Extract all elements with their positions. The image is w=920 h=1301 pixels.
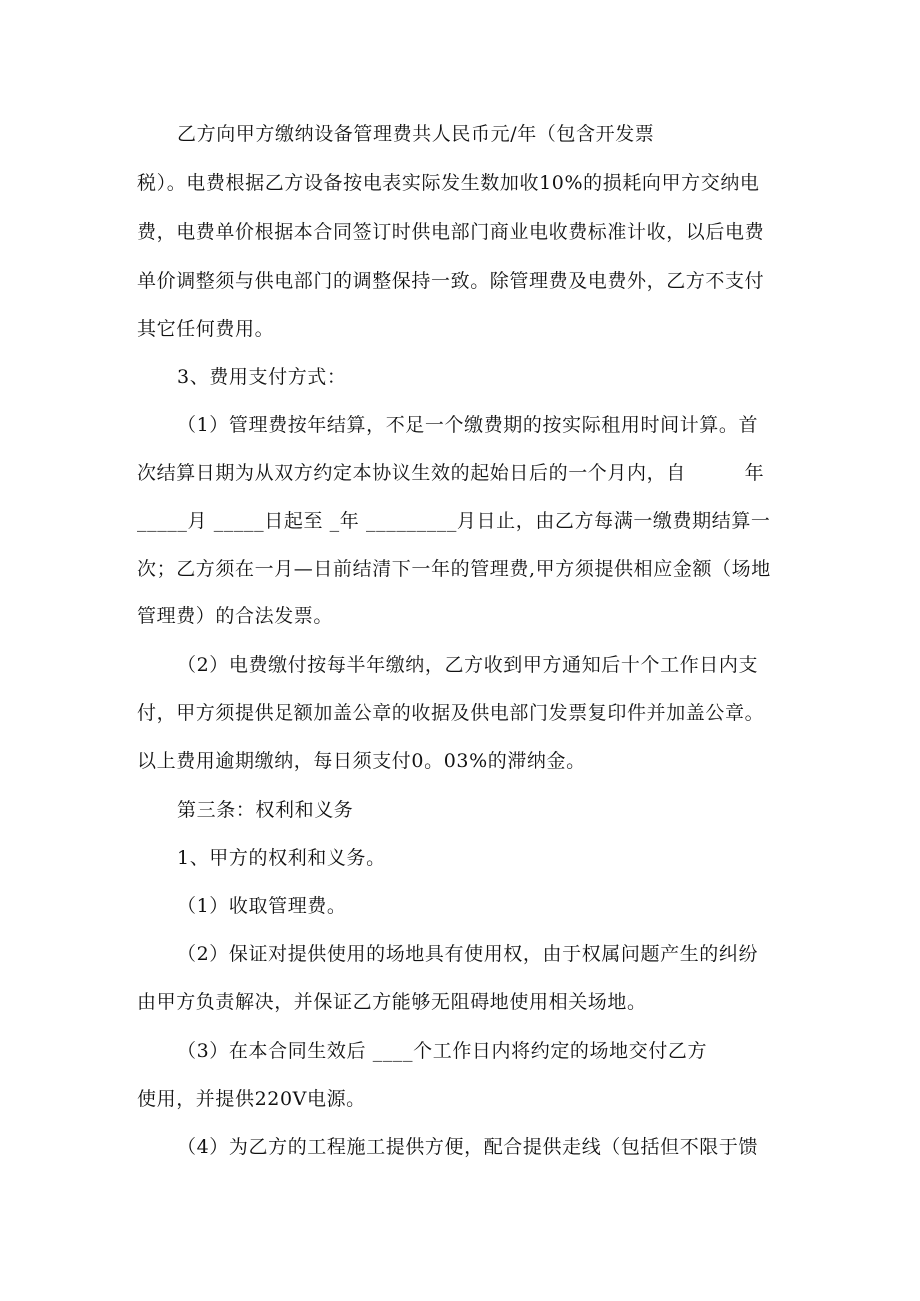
paragraph-line: _____月 _____日起至 _年 _________月日止，由乙方每满一缴费期结算一: [137, 510, 771, 532]
paragraph-line: 税）。电费根据乙方设备按电表实际发生数加收10%的损耗向甲方交纳电: [137, 172, 760, 194]
paragraph-line: 管理费）的合法发票。: [137, 605, 334, 627]
paragraph-line: 使用，并提供220V电源。: [137, 1088, 366, 1110]
paragraph-line: （4）为乙方的工程施工提供方便，配合提供走线（包括但不限于馈: [177, 1136, 759, 1158]
paragraph-line: 乙方向甲方缴纳设备管理费共人民币元/年（包含开发票: [177, 123, 655, 145]
paragraph-line: （1）收取管理费。: [177, 895, 347, 917]
paragraph-line: 费，电费单价根据本合同签订时供电部门商业电收费标准计收，以后电费: [137, 221, 765, 243]
paragraph-line: 单价调整须与供电部门的调整保持一致。除管理费及电费外，乙方不支付: [137, 270, 765, 292]
paragraph-line: （3）在本合同生效后 ____个工作日内将约定的场地交付乙方: [177, 1040, 708, 1062]
paragraph-line: 次结算日期为从双方约定本协议生效的起始日后的一个月内，自 年: [137, 462, 765, 484]
paragraph-line: 以上费用逾期缴纳，每日须支付0。03%的滞纳金。: [137, 750, 586, 772]
paragraph-line: 次；乙方须在一月—日前结清下一年的管理费,甲方须提供相应金额（场地: [137, 558, 771, 580]
section-heading: 3、费用支付方式：: [177, 366, 347, 388]
paragraph-line: 付，甲方须提供足额加盖公章的收据及供电部门发票复印件并加盖公章。: [137, 702, 765, 724]
paragraph-line: （2）电费缴付按每半年缴纳，乙方收到甲方通知后十个工作日内支: [177, 654, 759, 676]
section-heading: 1、甲方的权利和义务。: [177, 847, 386, 869]
paragraph-line: 由甲方负责解决，并保证乙方能够无阻碍地使用相关场地。: [137, 991, 647, 1013]
article-heading: 第三条：权利和义务: [177, 799, 354, 821]
paragraph-line: （2）保证对提供使用的场地具有使用权，由于权属问题产生的纠纷: [177, 943, 759, 965]
paragraph-line: （1）管理费按年结算，不足一个缴费期的按实际租用时间计算。首: [177, 414, 759, 436]
paragraph-line: 其它任何费用。: [137, 318, 275, 340]
